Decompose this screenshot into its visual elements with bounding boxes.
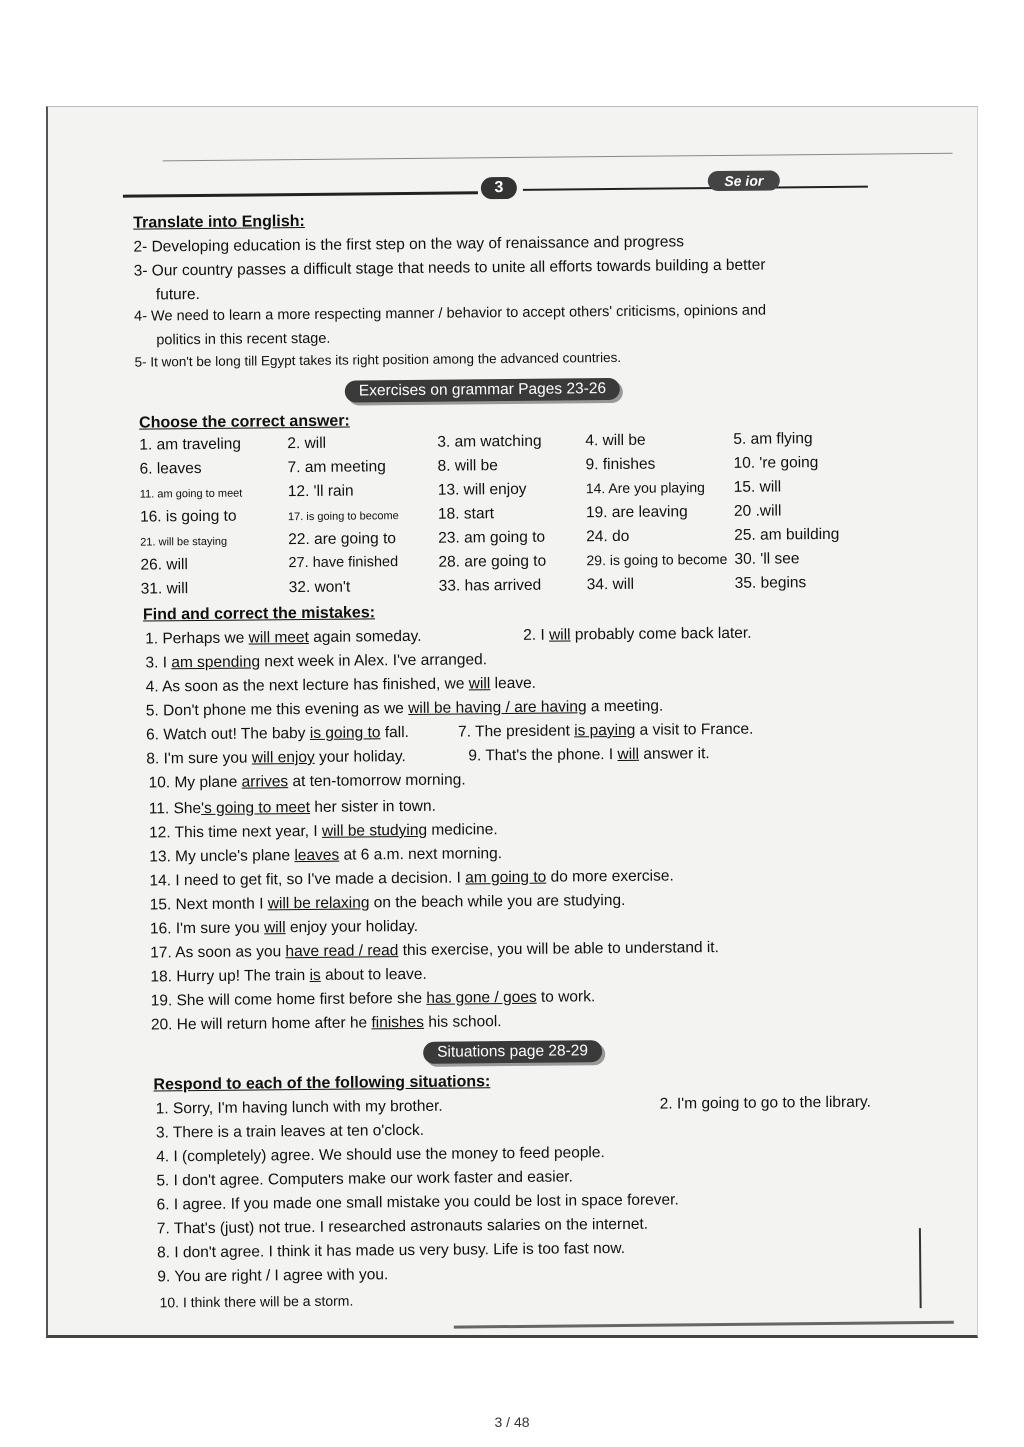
correction-line: 5. Don't phone me this evening as we will be having / are having a meeting. xyxy=(145,697,664,720)
situation-response: 8. I don't agree. I think it has made us very busy. Life is too fast now. xyxy=(157,1239,626,1262)
situation-response: 5. I don't agree. Computers make our work faster and easier. xyxy=(156,1168,573,1190)
correction-line: 11. She's going to meet her sister in town. xyxy=(148,797,436,818)
answer-item: 13. will enjoy xyxy=(437,480,527,499)
correction-line: 1. Perhaps we will meet again someday. xyxy=(145,627,422,648)
answer-item: 26. will xyxy=(140,556,188,574)
correction-line: 17. As soon as you have read / read this exercise, you will be able to understand it. xyxy=(150,939,719,962)
situation-response: 7. That's (just) not true. I researched astronauts salaries on the internet. xyxy=(156,1215,649,1238)
translate-item: 3- Our country passes a difficult stage that needs to unite all efforts towards building a better xyxy=(133,256,766,280)
answer-item: 19. are leaving xyxy=(585,503,688,522)
correction-line: 19. She will come home first before she has gone / goes to work. xyxy=(150,988,596,1010)
situation-response: 2. I'm going to go to the library. xyxy=(659,1093,871,1113)
answer-item: 33. has arrived xyxy=(438,576,542,595)
margin-line-mark xyxy=(919,1228,922,1308)
correction-line: 7. The president is paying a visit to France. xyxy=(458,720,754,741)
answer-item: 20 .will xyxy=(733,502,782,520)
answer-item: 22. are going to xyxy=(288,530,397,549)
translate-item: 4- We need to learn a more respecting manner / behavior to accept others' criticisms, opinions and xyxy=(134,302,767,325)
answer-item: 34. will xyxy=(586,575,635,594)
answer-item: 8. will be xyxy=(437,457,498,475)
scanned-page xyxy=(46,106,978,1338)
situation-response: 3. There is a train leaves at ten o'clock. xyxy=(155,1121,425,1142)
answer-item: 12. 'll rain xyxy=(287,482,354,501)
situation-response: 9. You are right / I agree with you. xyxy=(157,1266,389,1286)
header-rule-left xyxy=(123,191,478,197)
answer-item: 35. begins xyxy=(734,574,807,592)
answer-item: 24. do xyxy=(586,527,630,546)
correction-line: 13. My uncle's plane leaves at 6 a.m. next morning. xyxy=(149,845,503,866)
correction-line: 12. This time next year, I will be studying medicine. xyxy=(148,821,498,842)
answer-item: 29. is going to become xyxy=(586,550,728,569)
correction-line: 15. Next month I will be relaxing on the beach while you are studying. xyxy=(149,891,626,914)
situations-banner: Situations page 28-29 xyxy=(423,1040,602,1064)
translate-title: Translate into English: xyxy=(133,212,305,232)
answer-item: 14. Are you playing xyxy=(585,479,705,497)
answer-item: 3. am watching xyxy=(437,432,542,451)
answer-item: 32. won't xyxy=(288,578,351,597)
translate-item: 5- It won't be long till Egypt takes its right position among the advanced countries. xyxy=(134,349,622,370)
answer-item: 10. 're going xyxy=(733,454,819,472)
correction-line: 3. I am spending next week in Alex. I've arranged. xyxy=(145,651,488,672)
mistakes-title: Find and correct the mistakes: xyxy=(142,604,376,624)
correction-line: 20. He will return home after he finishes his school. xyxy=(150,1013,502,1034)
page-number-badge: 3 xyxy=(481,177,517,199)
header-rule-right xyxy=(523,186,868,191)
answer-item: 6. leaves xyxy=(139,459,202,478)
translate-item: politics in this recent stage. xyxy=(156,330,331,349)
correction-line: 9. That's the phone. I will answer it. xyxy=(468,745,710,765)
situation-response: 1. Sorry, I'm having lunch with my brother. xyxy=(155,1097,443,1118)
grammar-banner: Exercises on grammar Pages 23-26 xyxy=(345,378,620,403)
correction-line: 6. Watch out! The baby is going to fall. xyxy=(146,723,410,744)
situation-response: 10. I think there will be a storm. xyxy=(159,1292,354,1311)
situation-response: 4. I (completely) agree. We should use the money to feed people. xyxy=(156,1144,605,1166)
answer-item: 23. am going to xyxy=(438,528,546,547)
answer-item: 30. 'll see xyxy=(734,550,800,568)
bottom-rule xyxy=(454,1321,954,1329)
correction-line: 10. My plane arrives at ten-tomorrow morning. xyxy=(148,771,466,792)
correction-line: 2. I will probably come back later. xyxy=(523,624,752,644)
answer-item: 5. am flying xyxy=(733,430,813,448)
situations-title: Respond to each of the following situations: xyxy=(153,1073,491,1094)
correction-line: 18. Hurry up! The train is about to leave. xyxy=(150,965,427,986)
answer-item: 9. finishes xyxy=(585,455,656,474)
answer-item: 16. is going to xyxy=(139,507,237,526)
situation-response: 6. I agree. If you made one small mistake you could be lost in space forever. xyxy=(156,1191,679,1214)
answer-item: 11. am going to meet xyxy=(139,487,243,501)
answer-item: 17. is going to become xyxy=(287,510,399,524)
answer-item: 1. am traveling xyxy=(139,435,242,454)
answer-item: 25. am building xyxy=(734,525,840,544)
answer-item: 18. start xyxy=(437,505,495,523)
correction-line: 16. I'm sure you will enjoy your holiday. xyxy=(149,917,419,938)
choose-title: Choose the correct answer: xyxy=(139,412,350,432)
answer-item: 28. are going to xyxy=(438,552,547,571)
header-top-rule xyxy=(163,153,953,162)
series-badge: Se ior xyxy=(708,170,780,191)
translate-item: future. xyxy=(155,285,200,304)
correction-line: 14. I need to get fit, so I've made a decision. I am going to do more exercise. xyxy=(149,867,674,890)
answer-item: 15. will xyxy=(733,478,782,496)
answer-item: 21. will be staying xyxy=(140,535,228,549)
answer-item: 2. will xyxy=(287,434,327,453)
page-indicator: 3 / 48 xyxy=(494,1414,530,1430)
correction-line: 8. I'm sure you will enjoy your holiday. xyxy=(146,748,406,768)
answer-item: 4. will be xyxy=(585,431,646,450)
answer-item: 31. will xyxy=(140,580,189,598)
translate-item: 2- Developing education is the first step on the way of renaissance and progress xyxy=(133,233,685,256)
answer-item: 27. have finished xyxy=(288,554,399,572)
correction-line: 4. As soon as the next lecture has finished, we will leave. xyxy=(145,674,537,696)
answer-item: 7. am meeting xyxy=(287,458,386,477)
